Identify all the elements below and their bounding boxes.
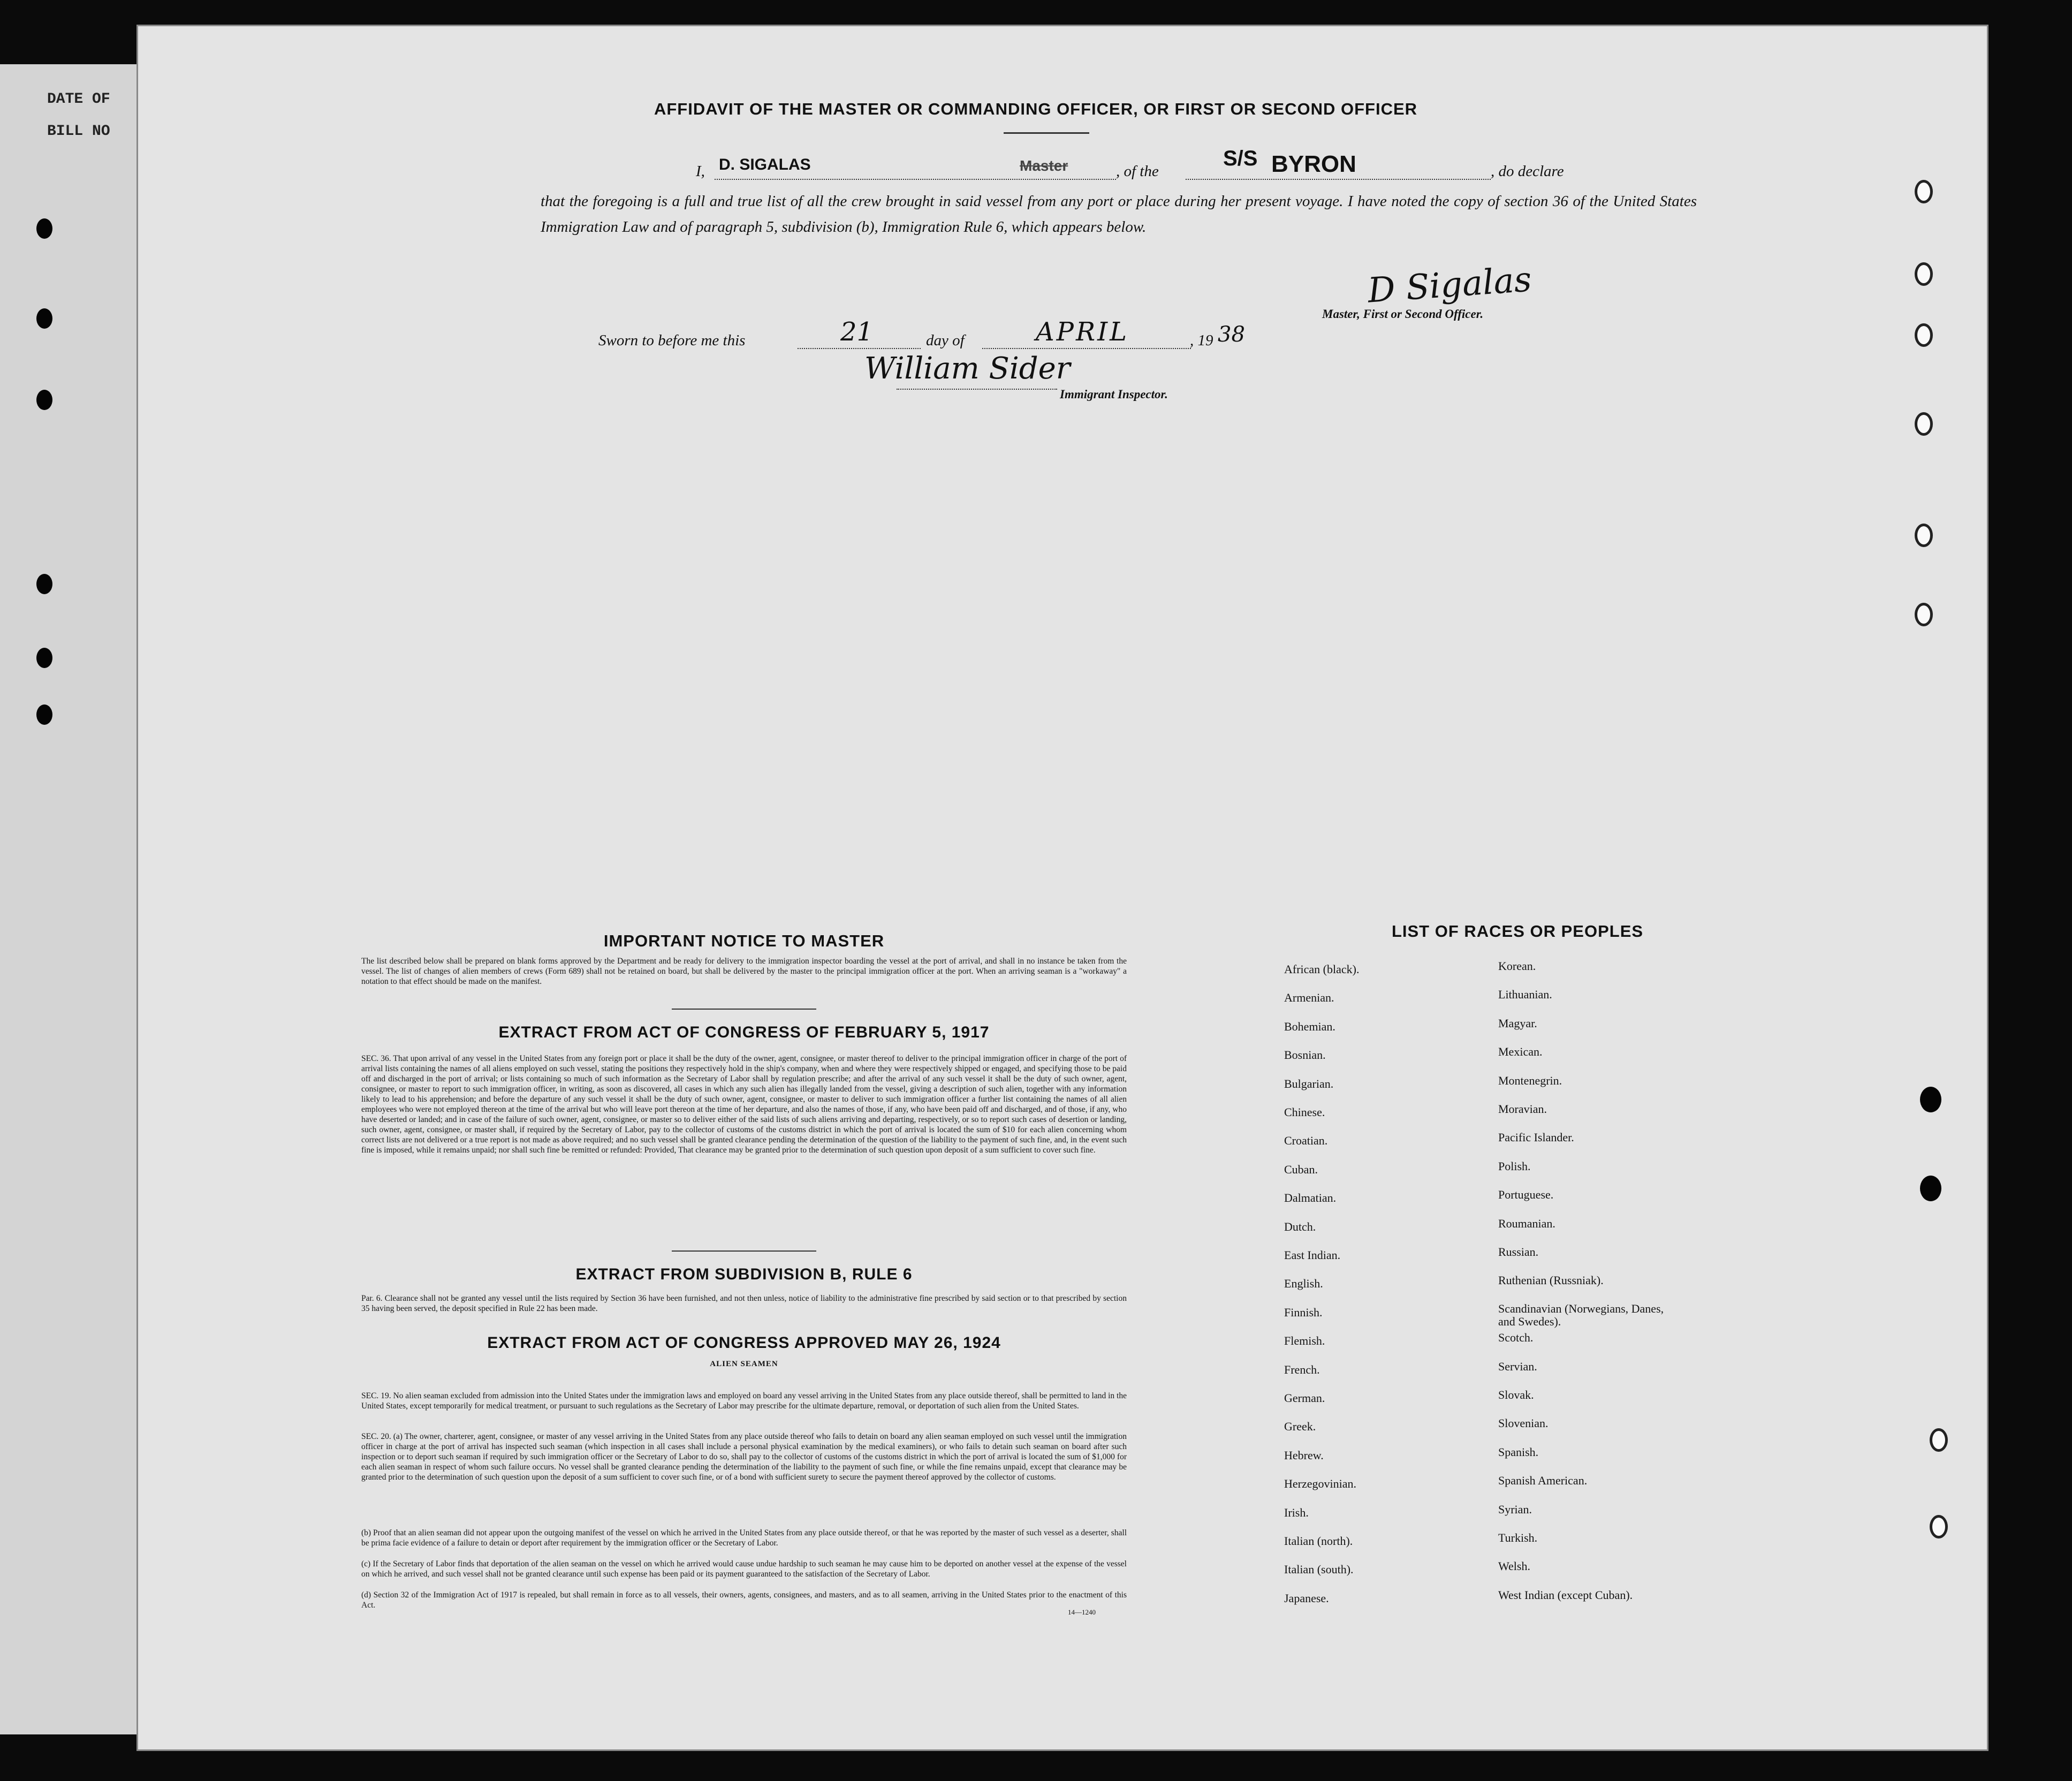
master-name-field: D. SIGALAS [719,156,811,173]
race-item: Montenegrin. [1498,1073,1562,1087]
sworn-label: Sworn to before me this [598,332,746,349]
binder-hole [1915,323,1933,347]
punch-hole [36,218,52,239]
sec19-text: SEC. 19. No alien seaman excluded from admission into the United States under the immigration laws and employed on board any vessel arriving in the United States from any place outside thereof, shall be permitted to land in the United States, except temporarily for medical treatment, or pursuant to such regulations as the Secretary of Labor may prescribe for the ultimate departure, removal, or deportation of such alien from the United States. [361,1391,1127,1411]
races-title: LIST OF RACES OR PEOPLES [1391,922,1644,941]
sworn-year-field: 38 [1218,322,1245,347]
vessel-prefix: S/S [1223,147,1258,170]
race-item: Magyar. [1498,1016,1537,1030]
race-item: Russian. [1498,1245,1539,1259]
race-item: Italian (south). [1284,1563,1354,1577]
affidavit-i: I, [696,163,705,180]
month-blank [982,348,1191,349]
race-item: Ruthenian (Russniak). [1498,1274,1604,1287]
race-item: English. [1284,1277,1323,1291]
sworn-day-field: 21 [840,317,874,347]
race-item: Polish. [1498,1159,1531,1173]
race-item: Lithuanian. [1498,988,1552,1002]
race-item: French. [1284,1362,1320,1376]
race-item: Bulgarian. [1284,1077,1334,1090]
affidavit-body: that the foregoing is a full and true list of all the crew brought in said vessel from any port or place during her present voyage. I have noted the copy of section 36 of the United States Immigration Law and of paragraph 5, subdivision (b), Immigration Rule 6, which appears below. [541,193,1697,236]
inspector-blank [897,389,1057,390]
extract-1924-title: EXTRACT FROM ACT OF CONGRESS APPROVED MAY 26, 1924 [487,1334,1001,1352]
sec20c-text: (c) If the Secretary of Labor finds that deportation of the alien seaman on the vessel on which he arrived would cause undue hardship to such seaman he may cause him to be deported on another vessel at the expense of the vessel on which he arrived, and such vessel shall not be granted clearance until such expense has been paid or its payment guaranteed to the satisfaction of the Secretary of Labor. [361,1559,1127,1579]
affidavit-title: AFFIDAVIT OF THE MASTER OR COMMANDING OFFICER, OR FIRST OR SECOND OFFICER [654,100,1418,118]
race-item: Croatian. [1284,1134,1328,1148]
punch-hole [36,390,52,410]
binder-hole [1930,1428,1948,1452]
under-label-date: DATE OF [47,91,110,108]
form-number: 14—1240 [1068,1608,1096,1616]
section-rule [672,1009,816,1010]
race-item: Herzegovinian. [1284,1477,1356,1491]
race-item: Pacific Islander. [1498,1131,1574,1145]
race-item: Hebrew. [1284,1448,1324,1462]
race-item: Scandinavian (Norwegians, Danes, and Swedes). [1498,1301,1664,1328]
notice-title: IMPORTANT NOTICE TO MASTER [603,931,885,950]
race-item: Chinese. [1284,1105,1325,1119]
race-item: Welsh. [1498,1559,1530,1573]
race-item: Spanish American. [1498,1474,1588,1488]
extract-1917-text: SEC. 36. That upon arrival of any vessel in the United States from any foreign port or place it shall be the duty of the owner, agent, consignee, or master thereof to deliver to the principal immigration officer in charge of the port of arrival lists containing the names of all aliens employed on such vessel, stating the positions they respectively hold in the ship's company, when and where they were respectively shipped or engaged, and specifying those to be paid off and discharged in the port of arrival; or lists containing so much of such information as the Secretary of Labor shall by regulation prescribe; and after the arrival of any such vessel it shall be the duty of such owner, agent, consignee, or master to report to such immigration officer, in writing, as soon as discovered, all cases in which any such alien has illegally landed from the vessel, giving a description of such alien, together with any information likely to lead to his apprehension; and before the departure of any such vessel it shall be the duty of such owner, agent, consignee, or master to deliver to such immigration officer a further list containing the names of all alien employees who were not employed thereon at the time of the arrival but who will leave port thereon at the time of her departure, and also the names of those, if any, who have been paid off and discharged, and of those, if any, who have deserted or landed; and in case of the failure of such owner, agent, consignee, or master so to deliver either of the said lists of such aliens arriving and departing, respectively, or so to report such cases of desertion or landing, such owner, agent, consignee, or master shall, if required by the Secretary of Labor, pay to the collector of customs of the customs district in which the port of arrival is located the sum of $10 for each alien concerning whom correct lists are not delivered or a true report is not made as above required; and no such vessel shall be granted clearance pending the determination of the question of the liability to the payment of such fine, and, in the event such fine is imposed, while it remains unpaid; nor shall such fine be remitted or refunded: Provided, That clearance may be granted prior to the determination of such question upon deposit of a sum sufficient to cover such fine. [361,1054,1127,1155]
punch-hole [36,308,52,329]
name-blank [715,179,1116,180]
race-item: German. [1284,1391,1325,1405]
binder-hole [1915,180,1933,203]
race-item: Dalmatian. [1284,1191,1337,1205]
race-item: Turkish. [1498,1531,1538,1544]
race-item: Italian (north). [1284,1534,1353,1548]
binder-hole [1915,262,1933,286]
do-declare-label: , do declare [1491,163,1564,180]
race-item: Irish. [1284,1505,1309,1519]
inspector-signature: William Sider [864,351,1071,386]
manifest-page [136,25,1988,1751]
race-item: Armenian. [1284,991,1334,1005]
sec20a-text: SEC. 20. (a) The owner, charterer, agent, consignee, or master of any vessel arriving in the United States from any place outside thereof who fails to detain on board any alien seaman employed on such vessel until the immigration officer in charge at the port of arrival has inspected such seaman (which inspection in all cases shall include a personal physical examination by the medical examiners), or who fails to detain such seaman on board after such inspection or to deport such seaman if required by such immigration officer or the Secretary of Labor to do so, shall pay to the collector of customs of the customs district in which the port of arrival is located the sum of $1,000 for each alien seaman in respect of whom such failure occurs. No vessel shall be granted clearance pending the determination of the liability to the payment of such fine, or while the fine remains unpaid, except that clearance may be granted prior to the determination of such question upon the deposit of a sum sufficient to cover such fine, or of a bond with sufficient surety to secure the payment thereof approved by the collector of customs. [361,1432,1127,1482]
binder-hole [1915,412,1933,436]
race-item: Japanese. [1284,1591,1329,1605]
race-item: Roumanian. [1498,1216,1555,1230]
sworn-month-field: APRIL [1036,317,1129,347]
binder-hole [1920,1176,1941,1201]
race-item: Slovenian. [1498,1416,1549,1430]
alien-seamen-subtitle: ALIEN SEAMEN [710,1360,778,1368]
section-rule [672,1251,816,1252]
rule6-title: EXTRACT FROM SUBDIVISION B, RULE 6 [575,1265,913,1283]
vessel-name-field: BYRON [1271,151,1356,177]
master-signature: D Sigalas [1366,260,1533,311]
race-item: Dutch. [1284,1219,1316,1233]
race-item: Cuban. [1284,1162,1318,1176]
race-item: West Indian (except Cuban). [1498,1588,1633,1602]
race-item: East Indian. [1284,1248,1341,1262]
sec20d-text: (d) Section 32 of the Immigration Act of 1917 is repealed, but shall remain in force as to all vessels, their owners, agents, consignees, and masters, and as to all seamen, arriving in the United States prior to the enactment of this Act. [361,1590,1127,1610]
race-item: Moravian. [1498,1102,1547,1116]
vessel-blank [1186,179,1491,180]
master-signature-caption: Master, First or Second Officer. [1322,307,1484,321]
year-prefix: , 19 [1190,332,1213,349]
race-item: Flemish. [1284,1334,1325,1348]
race-item: Spanish. [1498,1445,1539,1459]
rule6-text: Par. 6. Clearance shall not be granted any vessel until the lists required by Section 36 have been furnished, and not then unless, notice of liability to the administrative fine prescribed by said section or to that prescribed by section 35 having been served, the deposit specified in Rule 22 has been made. [361,1294,1127,1313]
sec20b-text: (b) Proof that an alien seaman did not appear upon the outgoing manifest of the vessel on which he arrived in the United States from any place outside thereof, or that he was reported by the master of such vessel as a deserter, shall be prima facie evidence of a failure to detain or deport after requirement by the immigration officer or the Secretary of Labor. [361,1528,1127,1548]
race-item: Syrian. [1498,1502,1532,1516]
race-item: Portuguese. [1498,1188,1554,1202]
binder-hole [1915,524,1933,547]
title-rule [1004,132,1089,134]
day-blank [798,348,921,349]
punch-hole [36,704,52,725]
race-item: Mexican. [1498,1045,1543,1059]
inspector-caption: Immigrant Inspector. [1060,388,1168,401]
punch-hole [36,648,52,668]
binder-hole [1930,1515,1948,1539]
punch-hole [36,574,52,594]
race-item: Bosnian. [1284,1048,1326,1062]
race-item: Slovak. [1498,1388,1534,1401]
race-item: Bohemian. [1284,1019,1335,1033]
extract-1917-title: EXTRACT FROM ACT OF CONGRESS OF FEBRUARY 5, 1917 [498,1024,990,1041]
race-item: Korean. [1498,959,1536,973]
of-the-label: , of the [1116,163,1159,180]
under-label-bill: BILL NO [47,123,110,140]
binder-hole [1915,603,1933,626]
day-of-label: day of [926,332,965,349]
binder-hole [1920,1087,1941,1112]
race-item: Finnish. [1284,1305,1323,1319]
race-item: African (black). [1284,963,1360,976]
notice-text: The list described below shall be prepared on blank forms approved by the Department and be ready for delivery to the immigration inspector boarding the vessel at the port of arrival, and shall in no instance be taken from the vessel. The list of changes of alien members of crews (Form 689) shall not be retained on board, but shall be delivered by the master to the principal immigration officer at the port. When an arriving seaman is a "workaway" a notation to that effect should be made on the manifest. [361,957,1127,986]
race-item: Scotch. [1498,1331,1534,1345]
race-item: Greek. [1284,1420,1316,1434]
race-item: Servian. [1498,1359,1537,1373]
struck-rank: Master [1020,157,1068,174]
